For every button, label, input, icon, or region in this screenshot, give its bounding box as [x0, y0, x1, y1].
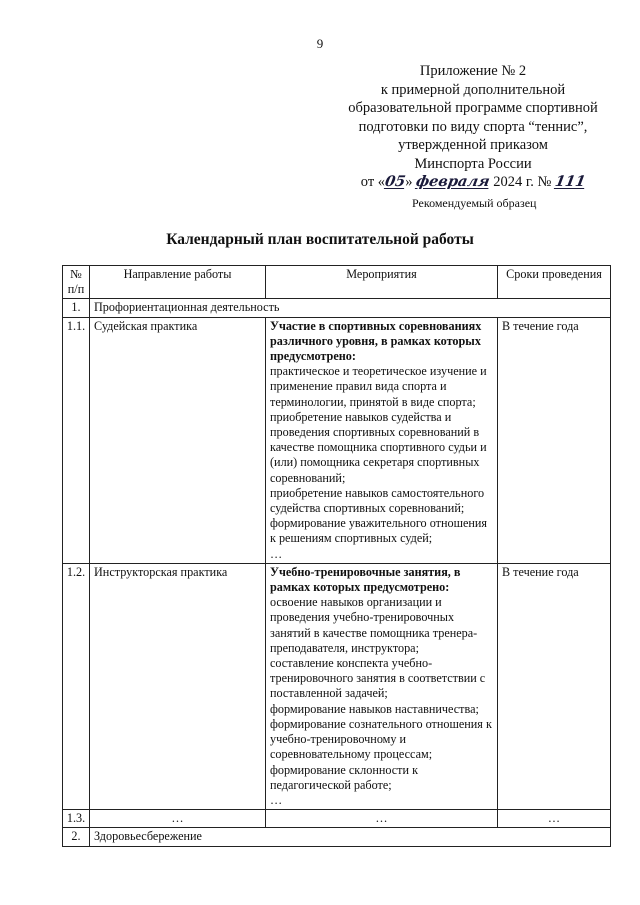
activity-item: практическое и теоретическое изучение и применение правил вида спорта и терминологии, принятой в виде спорта; [270, 364, 487, 409]
appendix-line: утвержденной приказом [398, 137, 548, 153]
row-term: … [498, 810, 611, 828]
header-activities: Мероприятия [266, 266, 498, 299]
row-activities [266, 563, 498, 809]
row-direction: … [90, 810, 266, 828]
row-activities [266, 317, 498, 563]
section-title: Здоровьесбережение [90, 828, 611, 846]
activity-item: формирование сознательного отношения к учебно-тренировочному и соревновательному процессам; [270, 716, 492, 762]
section-num: 2. [63, 828, 90, 846]
header-num: № п/п [63, 266, 90, 299]
row-num: 1.2. [63, 563, 90, 809]
row-num: 1.3. [63, 810, 90, 828]
section-title: Профориентационная деятельность [90, 299, 611, 317]
activity-item: освоение навыков организации и проведения учебно-тренировочных занятий в качестве помощника тренера-преподавателя, инструктора; [270, 595, 478, 655]
appendix-line: Приложение № 2 [419, 63, 527, 79]
order-mid: » [405, 174, 413, 190]
table-row [63, 563, 611, 809]
activity-item: приобретение навыков судейства и проведения спортивных соревнований в качестве помощника спортивного судьи и (или) помощника секретаря спортивных соревнований; [270, 409, 487, 485]
header-terms: Сроки проведения [498, 266, 611, 299]
activity-item: формирование склонности к педагогической работе; [270, 762, 418, 792]
order-month-handwritten: февраля [414, 173, 492, 190]
table-header-row [63, 266, 611, 299]
activity-item: составление конспекта учебно-тренировочного занятия в соответствии с поставленной задачей; [270, 656, 486, 701]
row-direction: Инструкторская практика [90, 563, 266, 809]
section-num: 1. [63, 299, 90, 317]
order-year: 2024 г. № [493, 174, 552, 190]
appendix-block [328, 62, 618, 192]
appendix-line: Минспорта России [414, 155, 532, 172]
activity-item: … [270, 546, 283, 561]
appendix-line: образовательной программе спортивной [348, 100, 598, 116]
row-activities: … [266, 810, 498, 828]
recommended-sample-label: Рекомендуемый образец [412, 196, 537, 210]
appendix-line: подготовки по виду спорта “теннис”, [358, 118, 588, 135]
row-term: В течение года [498, 563, 611, 809]
activity-item: формирование уважительного отношения к решениям спортивных судей; [270, 516, 488, 546]
header-direction: Направление работы [90, 266, 266, 299]
activity-title: Участие в спортивных соревнованиях различного уровня, в рамках которых предусмотрено: [270, 318, 482, 364]
table-row [63, 317, 611, 563]
activity-item: приобретение навыков самостоятельного судейства спортивных соревнований; [270, 485, 485, 516]
page-number: 9 [316, 36, 324, 51]
appendix-line: к примерной дополнительной [380, 81, 566, 98]
section-row [63, 299, 611, 317]
plan-table [62, 265, 611, 847]
row-term: В течение года [498, 317, 611, 563]
section-row [63, 828, 611, 846]
table-row [63, 810, 611, 828]
activity-item: … [270, 792, 283, 807]
row-num: 1.1. [63, 317, 90, 563]
activity-title: Учебно-тренировочные занятия, в рамках которых предусмотрено: [270, 564, 461, 595]
activity-item: формирование навыков наставничества; [270, 701, 479, 716]
document-title: Календарный план воспитательной работы [166, 231, 474, 248]
order-line [328, 173, 618, 192]
order-day-handwritten: 05 [383, 173, 407, 190]
row-direction: Судейская практика [90, 317, 266, 563]
order-prefix: от « [360, 174, 386, 190]
order-number-handwritten: 111 [553, 173, 587, 190]
